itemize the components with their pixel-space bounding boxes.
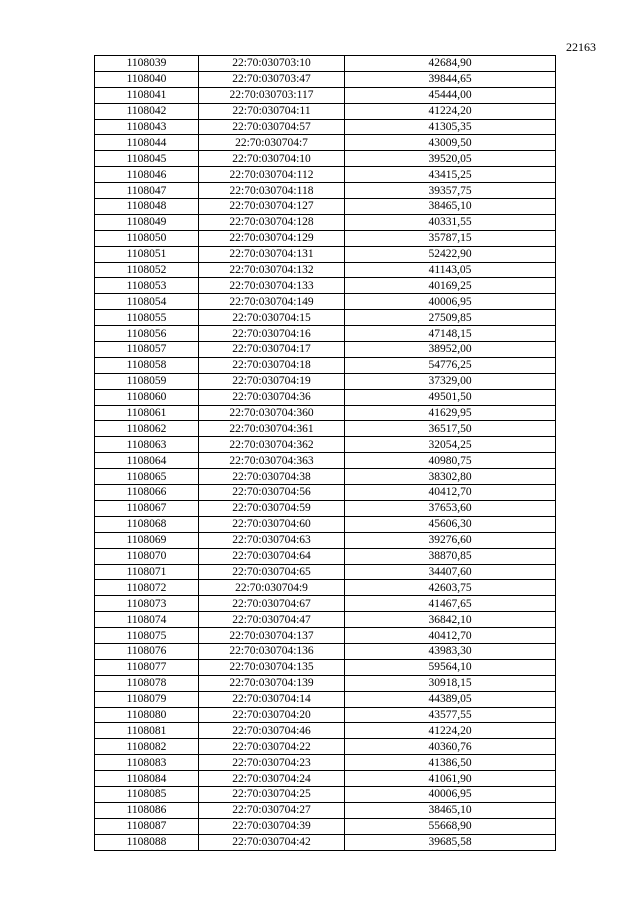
cadastral-value-cell: 40980,75 — [345, 453, 556, 469]
cadastral-number-cell: 22:70:030704:135 — [199, 659, 345, 675]
cadastral-number-cell: 22:70:030704:132 — [199, 262, 345, 278]
table-row — [95, 596, 556, 612]
cadastral-number-cell: 22:70:030704:127 — [199, 199, 345, 215]
cadastral-number-cell: 22:70:030704:22 — [199, 739, 345, 755]
cadastral-value-cell: 54776,25 — [345, 357, 556, 373]
cadastral-value-cell: 43009,50 — [345, 135, 556, 151]
table-row — [95, 516, 556, 532]
table-row — [95, 294, 556, 310]
cadastral-number-cell: 22:70:030704:56 — [199, 485, 345, 501]
cadastral-value-cell: 37329,00 — [345, 373, 556, 389]
table-row — [95, 56, 556, 72]
record-number-cell: 1108064 — [95, 453, 199, 469]
record-number-cell: 1108045 — [95, 151, 199, 167]
record-number-cell: 1108060 — [95, 389, 199, 405]
record-number-cell: 1108048 — [95, 199, 199, 215]
cadastral-number-cell: 22:70:030703:117 — [199, 87, 345, 103]
cadastral-number-cell: 22:70:030704:10 — [199, 151, 345, 167]
cadastral-number-cell: 22:70:030704:60 — [199, 516, 345, 532]
record-number-cell: 1108086 — [95, 802, 199, 818]
table-row — [95, 707, 556, 723]
record-number-cell: 1108088 — [95, 834, 199, 850]
cadastral-number-cell: 22:70:030704:36 — [199, 389, 345, 405]
cadastral-value-cell: 40360,76 — [345, 739, 556, 755]
table-row — [95, 739, 556, 755]
record-number-cell: 1108070 — [95, 548, 199, 564]
table-row — [95, 469, 556, 485]
cadastral-number-cell: 22:70:030704:39 — [199, 818, 345, 834]
table-row — [95, 771, 556, 787]
table-row — [95, 71, 556, 87]
record-number-cell: 1108077 — [95, 659, 199, 675]
cadastral-number-cell: 22:70:030703:10 — [199, 56, 345, 72]
cadastral-value-cell: 40006,95 — [345, 294, 556, 310]
table-row — [95, 167, 556, 183]
cadastral-value-cell: 40169,25 — [345, 278, 556, 294]
record-number-cell: 1108062 — [95, 421, 199, 437]
cadastral-number-cell: 22:70:030704:65 — [199, 564, 345, 580]
cadastral-value-cell: 40331,55 — [345, 214, 556, 230]
cadastral-value-cell: 32054,25 — [345, 437, 556, 453]
table-row — [95, 405, 556, 421]
table-row — [95, 485, 556, 501]
page-number: 22163 — [566, 40, 596, 54]
table-row — [95, 659, 556, 675]
cadastral-value-cell: 40412,70 — [345, 485, 556, 501]
table-row — [95, 214, 556, 230]
record-number-cell: 1108039 — [95, 56, 199, 72]
record-number-cell: 1108046 — [95, 167, 199, 183]
cadastral-number-cell: 22:70:030704:363 — [199, 453, 345, 469]
record-number-cell: 1108052 — [95, 262, 199, 278]
cadastral-value-cell: 38302,80 — [345, 469, 556, 485]
table-row — [95, 834, 556, 850]
cadastral-number-cell: 22:70:030704:18 — [199, 357, 345, 373]
cadastral-value-cell: 39520,05 — [345, 151, 556, 167]
table-row — [95, 230, 556, 246]
record-number-cell: 1108069 — [95, 532, 199, 548]
record-number-cell: 1108072 — [95, 580, 199, 596]
cadastral-value-cell: 52422,90 — [345, 246, 556, 262]
table-row — [95, 342, 556, 358]
record-number-cell: 1108087 — [95, 818, 199, 834]
cadastral-number-cell: 22:70:030704:11 — [199, 103, 345, 119]
table-row — [95, 802, 556, 818]
table-row — [95, 786, 556, 802]
cadastral-number-cell: 22:70:030704:129 — [199, 230, 345, 246]
record-number-cell: 1108073 — [95, 596, 199, 612]
cadastral-value-cell: 42684,90 — [345, 56, 556, 72]
record-number-cell: 1108055 — [95, 310, 199, 326]
cadastral-value-cell: 45606,30 — [345, 516, 556, 532]
table-row — [95, 357, 556, 373]
cadastral-number-cell: 22:70:030704:9 — [199, 580, 345, 596]
record-number-cell: 1108051 — [95, 246, 199, 262]
cadastral-number-cell: 22:70:030704:360 — [199, 405, 345, 421]
cadastral-number-cell: 22:70:030704:118 — [199, 183, 345, 199]
record-number-cell: 1108054 — [95, 294, 199, 310]
record-number-cell: 1108044 — [95, 135, 199, 151]
cadastral-value-cell: 37653,60 — [345, 500, 556, 516]
record-number-cell: 1108049 — [95, 214, 199, 230]
cadastral-value-cell: 34407,60 — [345, 564, 556, 580]
record-number-cell: 1108074 — [95, 612, 199, 628]
cadastral-number-cell: 22:70:030704:17 — [199, 342, 345, 358]
cadastral-number-cell: 22:70:030704:42 — [199, 834, 345, 850]
cadastral-number-cell: 22:70:030704:137 — [199, 628, 345, 644]
cadastral-value-cell: 36517,50 — [345, 421, 556, 437]
cadastral-number-cell: 22:70:030704:14 — [199, 691, 345, 707]
table-row — [95, 135, 556, 151]
cadastral-value-cell: 43983,30 — [345, 643, 556, 659]
cadastral-number-cell: 22:70:030704:27 — [199, 802, 345, 818]
table-row — [95, 262, 556, 278]
cadastral-value-cell: 43415,25 — [345, 167, 556, 183]
table-row — [95, 548, 556, 564]
record-number-cell: 1108053 — [95, 278, 199, 294]
cadastral-number-cell: 22:70:030704:25 — [199, 786, 345, 802]
cadastral-number-cell: 22:70:030704:139 — [199, 675, 345, 691]
record-number-cell: 1108065 — [95, 469, 199, 485]
table-row — [95, 675, 556, 691]
record-number-cell: 1108056 — [95, 326, 199, 342]
cadastral-value-cell: 38465,10 — [345, 802, 556, 818]
record-number-cell: 1108079 — [95, 691, 199, 707]
cadastral-number-cell: 22:70:030704:64 — [199, 548, 345, 564]
record-number-cell: 1108063 — [95, 437, 199, 453]
cadastral-number-cell: 22:70:030704:38 — [199, 469, 345, 485]
record-number-cell: 1108057 — [95, 342, 199, 358]
cadastral-number-cell: 22:70:030704:24 — [199, 771, 345, 787]
cadastral-number-cell: 22:70:030704:149 — [199, 294, 345, 310]
cadastral-value-cell: 39685,58 — [345, 834, 556, 850]
record-number-cell: 1108085 — [95, 786, 199, 802]
cadastral-value-table — [94, 55, 556, 851]
table-row — [95, 437, 556, 453]
table-row — [95, 755, 556, 771]
cadastral-value-cell: 41629,95 — [345, 405, 556, 421]
cadastral-value-cell: 40006,95 — [345, 786, 556, 802]
record-number-cell: 1108059 — [95, 373, 199, 389]
table-row — [95, 373, 556, 389]
cadastral-value-cell: 30918,15 — [345, 675, 556, 691]
cadastral-number-cell: 22:70:030704:47 — [199, 612, 345, 628]
cadastral-value-cell: 38952,00 — [345, 342, 556, 358]
cadastral-number-cell: 22:70:030704:7 — [199, 135, 345, 151]
table-row — [95, 103, 556, 119]
table-row — [95, 183, 556, 199]
cadastral-number-cell: 22:70:030704:19 — [199, 373, 345, 389]
cadastral-value-cell: 41305,35 — [345, 119, 556, 135]
cadastral-value-cell: 55668,90 — [345, 818, 556, 834]
record-number-cell: 1108081 — [95, 723, 199, 739]
record-number-cell: 1108047 — [95, 183, 199, 199]
table-row — [95, 532, 556, 548]
table-row — [95, 151, 556, 167]
table-row — [95, 119, 556, 135]
record-number-cell: 1108066 — [95, 485, 199, 501]
cadastral-number-cell: 22:70:030704:59 — [199, 500, 345, 516]
cadastral-value-cell: 44389,05 — [345, 691, 556, 707]
cadastral-number-cell: 22:70:030704:46 — [199, 723, 345, 739]
cadastral-value-cell: 49501,50 — [345, 389, 556, 405]
cadastral-number-cell: 22:70:030704:16 — [199, 326, 345, 342]
record-number-cell: 1108083 — [95, 755, 199, 771]
cadastral-value-cell: 41467,65 — [345, 596, 556, 612]
record-number-cell: 1108075 — [95, 628, 199, 644]
cadastral-value-cell: 39844,65 — [345, 71, 556, 87]
cadastral-value-cell: 41143,05 — [345, 262, 556, 278]
cadastral-number-cell: 22:70:030704:131 — [199, 246, 345, 262]
table-body — [95, 56, 556, 851]
cadastral-number-cell: 22:70:030704:112 — [199, 167, 345, 183]
table-row — [95, 278, 556, 294]
record-number-cell: 1108084 — [95, 771, 199, 787]
cadastral-number-cell: 22:70:030704:67 — [199, 596, 345, 612]
table-row — [95, 326, 556, 342]
table-row — [95, 628, 556, 644]
cadastral-value-cell: 41224,20 — [345, 103, 556, 119]
cadastral-number-cell: 22:70:030704:133 — [199, 278, 345, 294]
record-number-cell: 1108067 — [95, 500, 199, 516]
cadastral-number-cell: 22:70:030704:362 — [199, 437, 345, 453]
cadastral-value-cell: 41386,50 — [345, 755, 556, 771]
record-number-cell: 1108042 — [95, 103, 199, 119]
record-number-cell: 1108068 — [95, 516, 199, 532]
table-row — [95, 818, 556, 834]
record-number-cell: 1108082 — [95, 739, 199, 755]
table-row — [95, 87, 556, 103]
cadastral-value-cell: 41224,20 — [345, 723, 556, 739]
cadastral-number-cell: 22:70:030704:23 — [199, 755, 345, 771]
cadastral-number-cell: 22:70:030704:136 — [199, 643, 345, 659]
table-row — [95, 389, 556, 405]
record-number-cell: 1108040 — [95, 71, 199, 87]
table-row — [95, 500, 556, 516]
table-row — [95, 643, 556, 659]
cadastral-value-cell: 41061,90 — [345, 771, 556, 787]
table-row — [95, 421, 556, 437]
cadastral-value-cell: 59564,10 — [345, 659, 556, 675]
cadastral-number-cell: 22:70:030704:15 — [199, 310, 345, 326]
record-number-cell: 1108071 — [95, 564, 199, 580]
cadastral-value-cell: 38465,10 — [345, 199, 556, 215]
table-row — [95, 691, 556, 707]
table-row — [95, 612, 556, 628]
record-number-cell: 1108078 — [95, 675, 199, 691]
cadastral-number-cell: 22:70:030704:63 — [199, 532, 345, 548]
cadastral-value-cell: 27509,85 — [345, 310, 556, 326]
record-number-cell: 1108061 — [95, 405, 199, 421]
table-row — [95, 310, 556, 326]
cadastral-value-cell: 35787,15 — [345, 230, 556, 246]
table-row — [95, 453, 556, 469]
cadastral-value-cell: 39357,75 — [345, 183, 556, 199]
record-number-cell: 1108043 — [95, 119, 199, 135]
cadastral-value-cell: 40412,70 — [345, 628, 556, 644]
table-row — [95, 199, 556, 215]
table-row — [95, 564, 556, 580]
cadastral-value-cell: 45444,00 — [345, 87, 556, 103]
record-number-cell: 1108041 — [95, 87, 199, 103]
record-number-cell: 1108058 — [95, 357, 199, 373]
cadastral-value-cell: 42603,75 — [345, 580, 556, 596]
cadastral-value-cell: 38870,85 — [345, 548, 556, 564]
cadastral-value-cell: 47148,15 — [345, 326, 556, 342]
record-number-cell: 1108076 — [95, 643, 199, 659]
record-number-cell: 1108080 — [95, 707, 199, 723]
cadastral-value-cell: 36842,10 — [345, 612, 556, 628]
table-row — [95, 723, 556, 739]
cadastral-number-cell: 22:70:030704:128 — [199, 214, 345, 230]
cadastral-number-cell: 22:70:030704:57 — [199, 119, 345, 135]
cadastral-number-cell: 22:70:030704:20 — [199, 707, 345, 723]
cadastral-number-cell: 22:70:030704:361 — [199, 421, 345, 437]
table-row — [95, 580, 556, 596]
table-row — [95, 246, 556, 262]
cadastral-value-cell: 43577,55 — [345, 707, 556, 723]
record-number-cell: 1108050 — [95, 230, 199, 246]
cadastral-number-cell: 22:70:030703:47 — [199, 71, 345, 87]
cadastral-value-cell: 39276,60 — [345, 532, 556, 548]
